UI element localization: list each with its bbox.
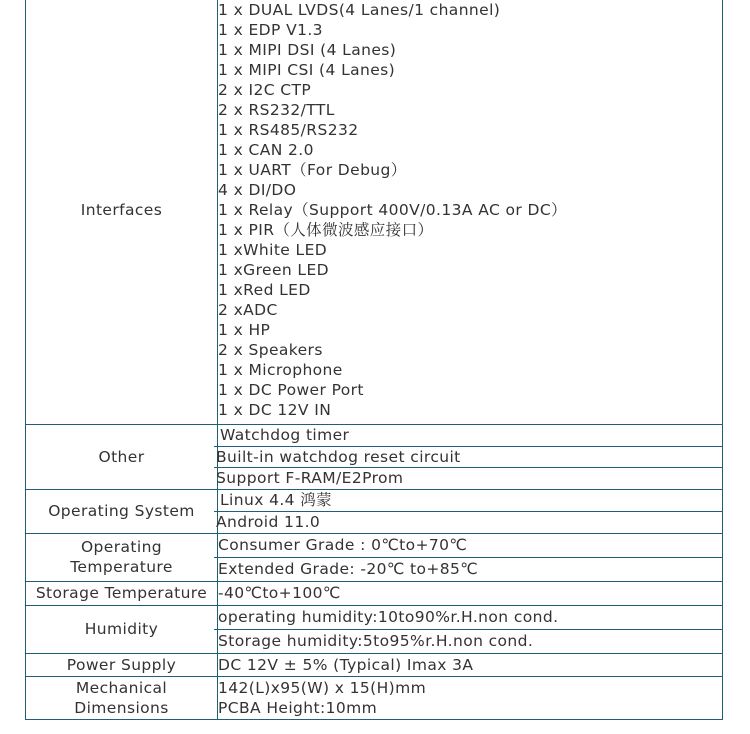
interface-item: 1 xWhite LED bbox=[218, 240, 328, 259]
spec-row-power-supply bbox=[26, 653, 723, 676]
other-item: Support F-RAM/E2Prom bbox=[214, 467, 722, 489]
spec-label-other: Other bbox=[26, 425, 218, 490]
spec-label-storage-temperature: Storage Temperature bbox=[26, 581, 218, 605]
os-item: Android 11.0 bbox=[214, 511, 722, 533]
spec-value-other bbox=[218, 425, 723, 490]
spec-label-mechanical-dimensions bbox=[26, 676, 218, 719]
spec-row-other bbox=[26, 425, 723, 490]
spec-value-operating-system bbox=[218, 489, 723, 533]
spec-label-interfaces: Interfaces bbox=[26, 0, 218, 425]
interface-item: 2 x I2C CTP bbox=[218, 80, 312, 99]
spec-value-humidity bbox=[218, 605, 723, 653]
spec-row-operating-temperature bbox=[26, 533, 723, 581]
interface-item: 1 xGreen LED bbox=[218, 260, 329, 279]
humidity-item: Storage humidity:5to95%r.H.non cond. bbox=[214, 629, 722, 653]
spec-value-mechanical-dimensions bbox=[218, 676, 723, 719]
interface-item: 1 x MIPI DSI (4 Lanes) bbox=[218, 40, 397, 59]
spec-value-storage-temperature bbox=[218, 581, 723, 605]
interface-item: 1 x MIPI CSI (4 Lanes) bbox=[218, 60, 396, 79]
interface-item: 1 x DC Power Port bbox=[218, 380, 364, 399]
humidity-item: operating humidity:10to90%r.H.non cond. bbox=[218, 607, 559, 626]
interface-item: 1 x RS485/RS232 bbox=[218, 120, 359, 139]
interface-item: 2 x Speakers bbox=[218, 340, 323, 359]
interface-item: 1 x UART（For Debug） bbox=[218, 160, 407, 179]
spec-label-operating-temperature bbox=[26, 533, 218, 581]
spec-table bbox=[25, 0, 723, 720]
interface-item: 1 x Relay（Support 400V/0.13A AC or DC） bbox=[218, 200, 567, 219]
label-line: Dimensions bbox=[74, 698, 169, 717]
interface-item: 2 xADC bbox=[218, 300, 278, 319]
spec-row-operating-system bbox=[26, 489, 723, 533]
interface-item: 1 x Microphone bbox=[218, 360, 343, 379]
spec-row-interfaces bbox=[26, 0, 723, 425]
interface-item: 1 x HP bbox=[218, 320, 271, 339]
interface-item: 1 x DC 12V IN bbox=[218, 400, 332, 419]
other-item: Built-in watchdog reset circuit bbox=[214, 446, 722, 468]
power-supply-value: DC 12V ± 5% (Typical) Imax 3A bbox=[218, 655, 474, 674]
dimension-item: 142(L)x95(W) x 15(H)mm bbox=[218, 678, 427, 697]
other-item: Watchdog timer bbox=[220, 426, 350, 444]
dimension-item: PCBA Height:10mm bbox=[218, 698, 378, 717]
spec-row-mechanical-dimensions bbox=[26, 676, 723, 719]
spec-label-operating-system: Operating System bbox=[26, 489, 218, 533]
spec-value-power-supply bbox=[218, 653, 723, 676]
os-item: Linux 4.4 鸿蒙 bbox=[220, 491, 333, 509]
spec-value-operating-temperature bbox=[218, 533, 723, 581]
spec-row-storage-temperature bbox=[26, 581, 723, 605]
interface-item: 1 x DUAL LVDS(4 Lanes/1 channel) bbox=[218, 0, 501, 19]
temperature-item: Consumer Grade : 0℃to+70℃ bbox=[218, 535, 468, 554]
spec-value-interfaces bbox=[218, 0, 723, 425]
interface-item: 1 x CAN 2.0 bbox=[218, 140, 314, 159]
interface-item: 1 xRed LED bbox=[218, 280, 311, 299]
interface-item: 4 x DI/DO bbox=[218, 180, 297, 199]
label-line: Temperature bbox=[70, 558, 173, 576]
interface-item: 1 x PIR（人体微波感应接口） bbox=[218, 220, 434, 239]
interface-item: 2 x RS232/TTL bbox=[218, 100, 335, 119]
label-line: Operating bbox=[80, 538, 163, 556]
spec-row-humidity bbox=[26, 605, 723, 653]
spec-label-humidity: Humidity bbox=[26, 605, 218, 653]
spec-label-power-supply: Power Supply bbox=[26, 653, 218, 676]
storage-temperature-value: -40℃to+100℃ bbox=[218, 584, 341, 602]
interface-item: 1 x EDP V1.3 bbox=[218, 20, 323, 39]
label-line: Mechanical bbox=[75, 678, 168, 697]
temperature-item: Extended Grade: -20℃ to+85℃ bbox=[214, 557, 722, 581]
